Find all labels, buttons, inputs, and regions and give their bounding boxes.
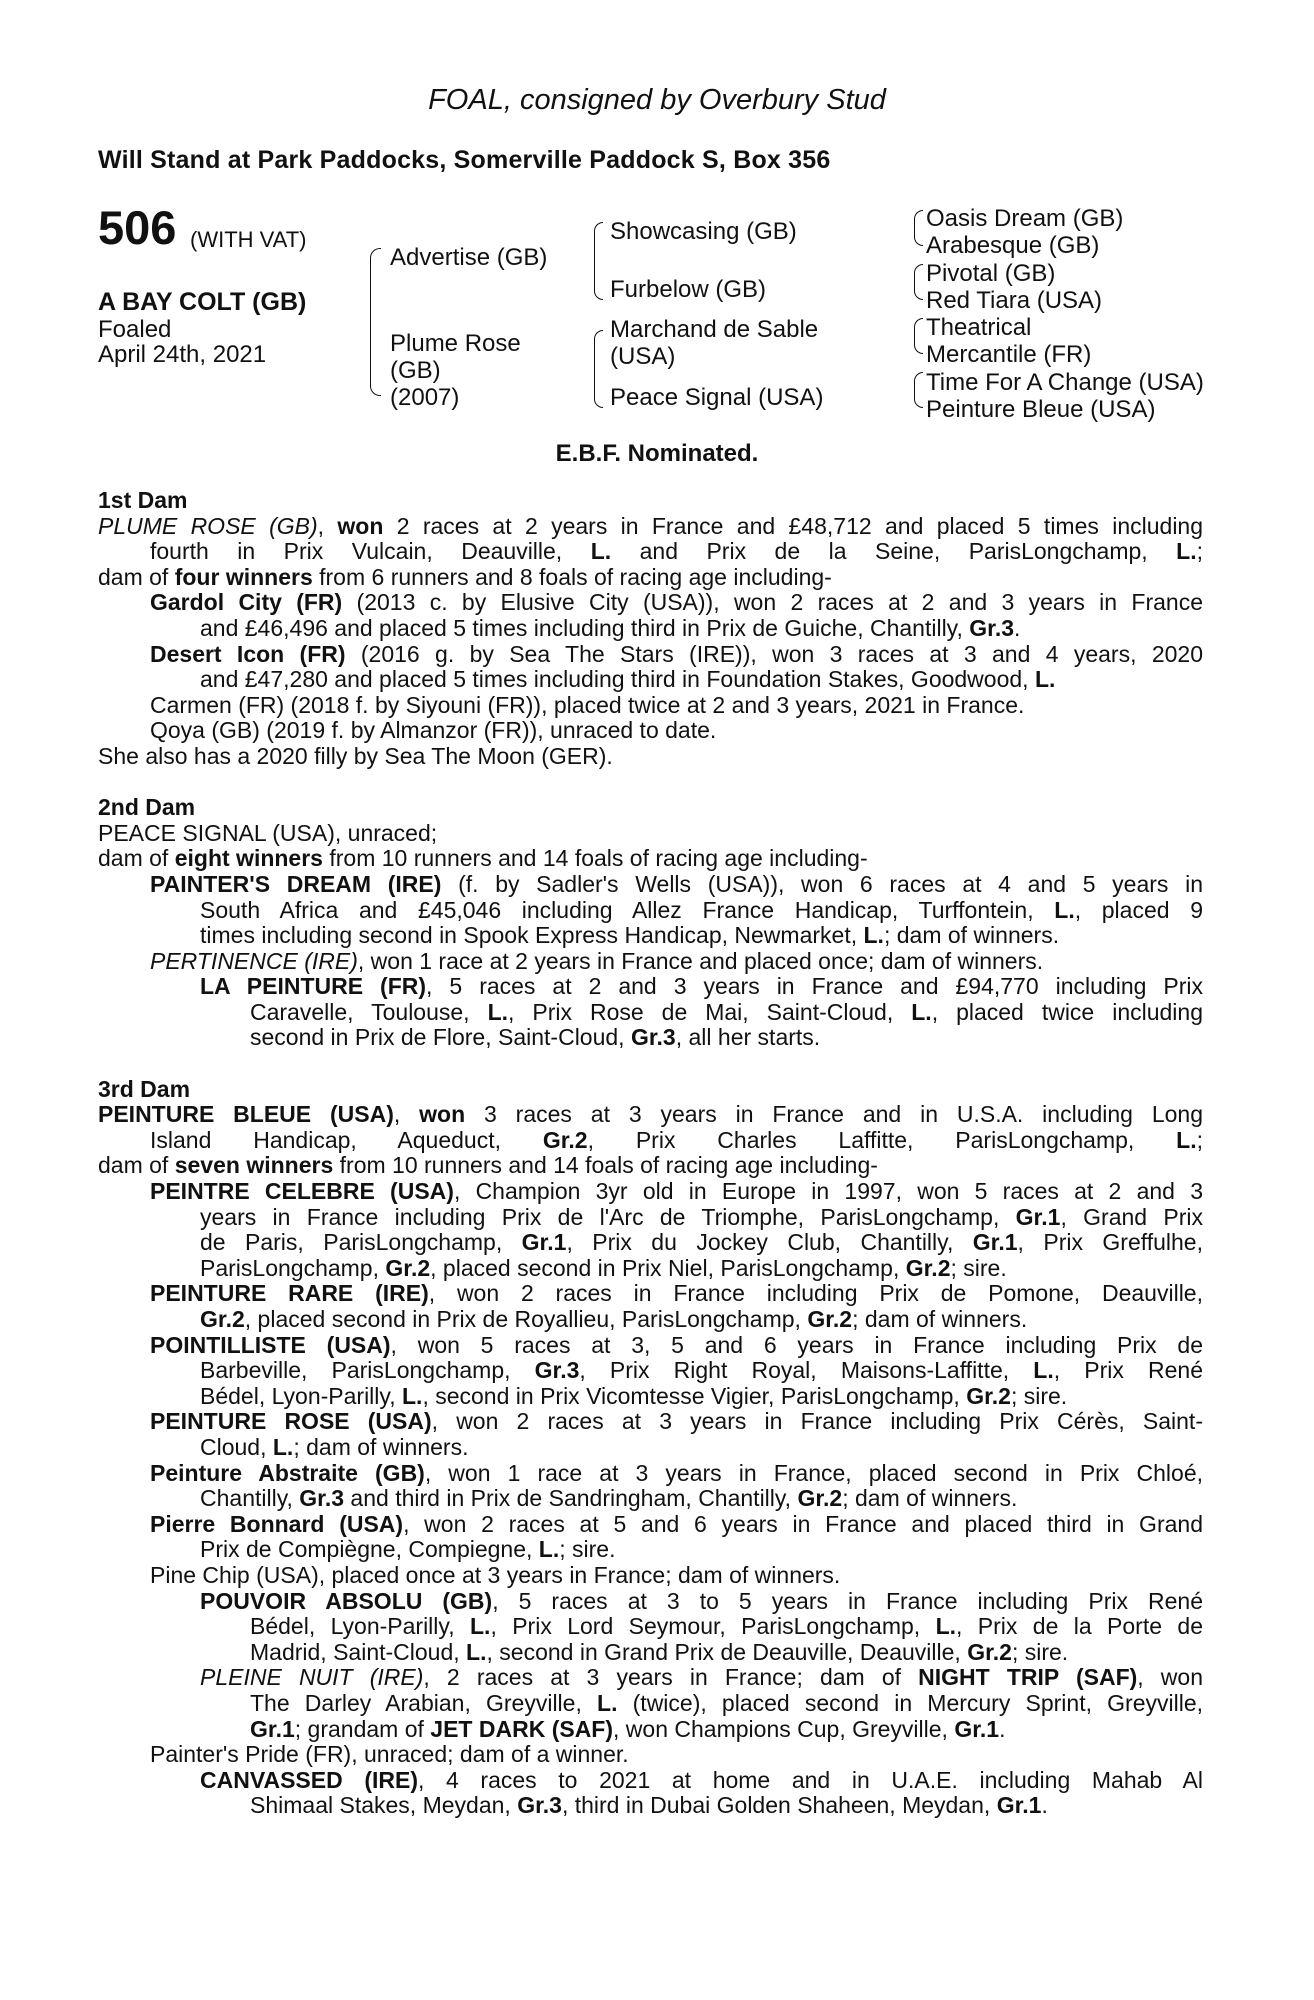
text-run: Gr.2 bbox=[200, 1306, 245, 1332]
text-run: 3 races at 3 years in France and in U.S.A. including Long bbox=[465, 1101, 1204, 1128]
text-run: Peinture Abstraite (GB) bbox=[150, 1459, 425, 1486]
text-run: , won 1 race at 3 years in France, placed second in Prix Chloé, bbox=[424, 1459, 1203, 1486]
text-run: Gr.1 bbox=[972, 1229, 1018, 1256]
text-run: , bbox=[393, 1101, 420, 1128]
text-run: , 4 races to 2021 at home and in U.A.E. including Mahab Al bbox=[418, 1766, 1203, 1793]
dam3-line bbox=[98, 1307, 1203, 1333]
text-run: , placed second in Prix de Royallieu, ParisLongchamp, bbox=[244, 1306, 808, 1332]
dam3-line bbox=[98, 1563, 1203, 1589]
dam1-line bbox=[98, 539, 1203, 565]
text-run: Gr.3 bbox=[534, 1357, 580, 1384]
brace-gen3-3 bbox=[914, 318, 923, 354]
text-run: ; dam of winners. bbox=[293, 1433, 469, 1460]
text-run: L. bbox=[466, 1638, 487, 1665]
text-run: , won Champions Cup, Greyville, bbox=[613, 1715, 955, 1742]
dam1-line bbox=[98, 667, 1203, 693]
lot-number: 506 bbox=[98, 201, 177, 254]
text-run: . bbox=[999, 1715, 1006, 1742]
text-run: 2 races at 2 years in France and £48,712 and placed 5 times including bbox=[383, 512, 1204, 539]
text-run: fourth in Prix Vulcain, Deauville, bbox=[150, 538, 591, 565]
text-run: Gr.2 bbox=[807, 1306, 853, 1332]
pedigree-sire-dam: Furbelow (GB) bbox=[610, 276, 767, 303]
pedigree-dam-origin: (GB) bbox=[390, 357, 441, 384]
dam1-line bbox=[98, 744, 1203, 770]
pedigree-dss: Theatrical bbox=[926, 314, 1032, 341]
text-run: , Prix Greffulhe, bbox=[1017, 1229, 1203, 1256]
dam3-line bbox=[98, 1793, 1203, 1819]
text-run: Gr.2 bbox=[967, 1638, 1012, 1665]
text-run: L. bbox=[1034, 666, 1056, 693]
dam3-line bbox=[98, 1717, 1203, 1743]
dam3-line bbox=[98, 1461, 1203, 1487]
dam1-line bbox=[98, 590, 1203, 616]
text-run: , Prix Charles Laffitte, ParisLongchamp, bbox=[587, 1126, 1177, 1153]
text-run: dam of bbox=[98, 1152, 175, 1179]
dam3-line bbox=[98, 1128, 1203, 1154]
text-run: ; grandam of bbox=[294, 1715, 431, 1742]
text-run: CANVASSED (IRE) bbox=[200, 1766, 418, 1793]
text-run: PLUME ROSE (GB) bbox=[98, 512, 318, 539]
text-run: , won 5 races at 3, 5 and 6 years in France including Prix de bbox=[390, 1331, 1203, 1358]
dam3-line bbox=[98, 1640, 1203, 1666]
text-run: NIGHT TRIP (SAF) bbox=[918, 1664, 1138, 1691]
pedigree-dds: Time For A Change (USA) bbox=[926, 369, 1204, 396]
dam3-line bbox=[98, 1435, 1203, 1461]
dam3-section bbox=[98, 1102, 1203, 1819]
text-run: L. bbox=[272, 1433, 294, 1460]
text-run: L. bbox=[863, 922, 884, 949]
pedigree-ddd: Peinture Bleue (USA) bbox=[926, 396, 1156, 423]
dam2-line bbox=[98, 923, 1203, 949]
dam3-line bbox=[98, 1486, 1203, 1512]
dam3-line bbox=[98, 1537, 1203, 1563]
text-run: L. bbox=[935, 1613, 957, 1640]
text-run: L. bbox=[1054, 896, 1075, 923]
dam3-line bbox=[98, 1205, 1203, 1231]
text-run: Shimaal Stakes, Meydan, bbox=[250, 1792, 518, 1819]
dam3-line bbox=[98, 1742, 1203, 1768]
text-run: dam of bbox=[98, 845, 175, 872]
text-run: , Champion 3yr old in Europe in 1997, won 5 races at 2 and 3 bbox=[453, 1178, 1203, 1205]
pedigree-dam-sire bbox=[610, 316, 818, 370]
pedigree-sds: Pivotal (GB) bbox=[926, 260, 1056, 287]
horse-title: A BAY COLT (GB) bbox=[98, 288, 307, 316]
text-run: , 5 races at 2 and 3 years in France and £94,770 including Prix bbox=[426, 973, 1203, 1000]
text-run: , second in Prix Vicomtesse Vigier, ParisLongchamp, bbox=[422, 1382, 967, 1409]
dam2-line bbox=[98, 898, 1203, 924]
text-run: seven winners bbox=[174, 1152, 334, 1179]
pedigree-dam-dam: Peace Signal (USA) bbox=[610, 384, 824, 411]
text-run: PLEINE NUIT (IRE) bbox=[200, 1664, 424, 1691]
text-run: PEINTURE RARE (IRE) bbox=[150, 1280, 429, 1307]
text-run: Qoya (GB) (2019 f. by Almanzor (FR)), unraced to date. bbox=[150, 717, 717, 744]
text-run: , second in Grand Prix de Deauville, Deauville, bbox=[486, 1638, 968, 1665]
text-run: Barbeville, ParisLongchamp, bbox=[200, 1357, 535, 1384]
text-run: Pierre Bonnard (USA) bbox=[150, 1510, 404, 1537]
text-run: Gardol City (FR) bbox=[150, 589, 343, 616]
vat-note: (WITH VAT) bbox=[190, 227, 307, 252]
text-run: Prix de Compiègne, Compiegne, bbox=[200, 1536, 539, 1563]
dam2-line bbox=[98, 974, 1203, 1000]
text-run: PEINTURE ROSE (USA) bbox=[150, 1408, 432, 1435]
text-run: , won bbox=[1137, 1664, 1203, 1691]
brace-gen1 bbox=[370, 248, 381, 396]
text-run: de Paris, ParisLongchamp, bbox=[200, 1229, 522, 1256]
pedigree-sdd: Red Tiara (USA) bbox=[926, 287, 1103, 314]
dam1-line bbox=[98, 642, 1203, 668]
text-run: Gr.1 bbox=[521, 1229, 567, 1256]
dam3-line bbox=[98, 1153, 1203, 1179]
text-run: Gr.2 bbox=[542, 1126, 588, 1153]
text-run: Gr.1 bbox=[954, 1715, 1000, 1742]
pedigree-dam-year: (2007) bbox=[390, 384, 460, 411]
text-run: ; dam of winners. bbox=[842, 1485, 1018, 1512]
text-run: and £46,496 and placed 5 times including third in Prix de Guiche, Chantilly, bbox=[200, 614, 970, 641]
text-run: , third in Dubai Golden Shaheen, Meydan, bbox=[561, 1792, 997, 1819]
dam1-line bbox=[98, 514, 1203, 540]
text-run: ; sire. bbox=[1010, 1382, 1068, 1409]
brace-gen3-1 bbox=[914, 210, 923, 246]
ebf-nominated: E.B.F. Nominated. bbox=[555, 440, 759, 467]
dam1-line bbox=[98, 718, 1203, 744]
text-run: Desert Icon (FR) bbox=[150, 640, 346, 667]
pedigree-dam bbox=[390, 330, 521, 411]
brace-gen2-bottom bbox=[594, 330, 603, 408]
dam1-section bbox=[98, 514, 1203, 770]
text-run: , won 2 races at 5 and 6 years in France and placed third in Grand bbox=[403, 1510, 1203, 1537]
brace-gen3-2 bbox=[914, 264, 923, 300]
consignor-line: FOAL, consigned by Overbury Stud bbox=[428, 84, 886, 116]
pedigree-dsd: Mercantile (FR) bbox=[926, 341, 1092, 368]
text-run: L. bbox=[487, 998, 509, 1025]
text-run: The Darley Arabian, Greyville, bbox=[250, 1689, 598, 1716]
text-run: ; bbox=[1196, 1126, 1203, 1153]
text-run: Gr.3 bbox=[517, 1792, 562, 1819]
text-run: , bbox=[317, 512, 338, 539]
text-run: ; sire. bbox=[559, 1536, 616, 1563]
text-run: Bédel, Lyon-Parilly, bbox=[200, 1382, 402, 1409]
text-run: Gr.3 bbox=[299, 1485, 345, 1512]
text-run: L. bbox=[1176, 1126, 1197, 1153]
text-run: and £47,280 and placed 5 times including third in Foundation Stakes, Goodwood, bbox=[200, 666, 1035, 693]
text-run: L. bbox=[1176, 538, 1197, 565]
text-run: L. bbox=[401, 1382, 423, 1409]
dam3-line bbox=[98, 1665, 1203, 1691]
text-run: Pine Chip (USA), placed once at 3 years in France; dam of winners. bbox=[150, 1561, 841, 1588]
text-run: , won 2 races at 3 years in France including Prix Cérès, Saint- bbox=[431, 1408, 1203, 1435]
pedigree-dam-sire-origin: (USA) bbox=[610, 343, 676, 370]
text-run: (2016 g. by Sea The Stars (IRE)), won 3 races at 3 and 4 years, 2020 bbox=[345, 640, 1203, 667]
text-run: . bbox=[1041, 1792, 1048, 1819]
dam3-line bbox=[98, 1333, 1203, 1359]
dam3-line bbox=[98, 1691, 1203, 1717]
brace-gen3-4 bbox=[914, 372, 923, 408]
text-run: , Prix René bbox=[1053, 1357, 1203, 1384]
text-run: Bédel, Lyon-Parilly, bbox=[250, 1613, 470, 1640]
dam2-line bbox=[98, 949, 1203, 975]
text-run: from 6 runners and 8 foals of racing age including- bbox=[312, 563, 832, 590]
dam1-line bbox=[98, 616, 1203, 642]
text-run: Gr.2 bbox=[797, 1485, 843, 1512]
text-run: She also has a 2020 filly by Sea The Moon (GER). bbox=[98, 742, 613, 769]
text-run: , Prix du Jockey Club, Chantilly, bbox=[566, 1229, 973, 1256]
text-run: ; dam of winners. bbox=[883, 922, 1060, 949]
text-run: PEINTRE CELEBRE (USA) bbox=[150, 1178, 454, 1205]
pedigree-sire: Advertise (GB) bbox=[390, 244, 548, 271]
text-run: eight winners bbox=[174, 845, 323, 872]
text-run: JET DARK (SAF) bbox=[430, 1715, 614, 1742]
pedigree-sss: Oasis Dream (GB) bbox=[926, 205, 1124, 232]
text-run: , placed second in Prix Niel, ParisLongchamp, bbox=[430, 1254, 906, 1281]
text-run: L. bbox=[590, 538, 612, 565]
pedigree-dam-sire-name: Marchand de Sable bbox=[610, 316, 819, 343]
text-run: Caravelle, Toulouse, bbox=[250, 998, 488, 1025]
text-run: , placed twice including bbox=[931, 998, 1203, 1025]
text-run: Gr.2 bbox=[905, 1254, 951, 1281]
text-run: ; dam of winners. bbox=[852, 1306, 1028, 1332]
text-run: L. bbox=[1033, 1357, 1054, 1384]
text-run: , Grand Prix bbox=[1060, 1203, 1203, 1230]
dam3-line bbox=[98, 1102, 1203, 1128]
text-run: (twice), placed second in Mercury Sprint, Greyville, bbox=[617, 1689, 1204, 1716]
text-run: ; sire. bbox=[1011, 1638, 1069, 1665]
text-run: PEACE SIGNAL (USA), unraced; bbox=[98, 819, 438, 846]
text-run: POUVOIR ABSOLU (GB) bbox=[200, 1587, 493, 1614]
text-run: , Prix Lord Seymour, ParisLongchamp, bbox=[490, 1613, 936, 1640]
text-run: L. bbox=[597, 1689, 618, 1716]
text-run: Gr.3 bbox=[969, 614, 1015, 641]
text-run: from 10 runners and 14 foals of racing age including- bbox=[322, 845, 868, 872]
text-run: , 2 races at 3 years in France; dam of bbox=[423, 1664, 919, 1691]
pedigree-dam-name: Plume Rose bbox=[390, 330, 521, 357]
text-run: , Prix Rose de Mai, Saint-Cloud, bbox=[508, 998, 912, 1025]
text-run: (2013 c. by Elusive City (USA)), won 2 races at 2 and 3 years in France bbox=[342, 589, 1203, 616]
pedigree-sire-sire: Showcasing (GB) bbox=[610, 218, 797, 245]
text-run: from 10 runners and 14 foals of racing age including- bbox=[333, 1152, 878, 1179]
text-run: , Prix de la Porte de bbox=[956, 1613, 1203, 1640]
dam2-line bbox=[98, 821, 1203, 847]
text-run: and third in Prix de Sandringham, Chantilly, bbox=[344, 1485, 798, 1512]
dam3-line bbox=[98, 1179, 1203, 1205]
dam2-line bbox=[98, 1000, 1203, 1026]
dam3-line bbox=[98, 1768, 1203, 1794]
text-run: years in France including Prix de l'Arc de Triomphe, ParisLongchamp, bbox=[200, 1203, 1016, 1230]
text-run: ParisLongchamp, bbox=[200, 1254, 386, 1281]
text-run: Chantilly, bbox=[200, 1485, 300, 1512]
text-run: , 5 races at 3 to 5 years in France including Prix René bbox=[492, 1587, 1203, 1614]
text-run: four winners bbox=[174, 563, 313, 590]
dam1-line bbox=[98, 565, 1203, 591]
text-run: , placed 9 bbox=[1074, 896, 1203, 923]
text-run: second in Prix de Flore, Saint-Cloud, bbox=[250, 1024, 631, 1051]
text-run: L. bbox=[911, 998, 932, 1025]
text-run: South Africa and £45,046 including Allez France Handicap, Turffontein, bbox=[200, 896, 1055, 923]
text-run: Gr.1 bbox=[250, 1715, 295, 1742]
dam3-line bbox=[98, 1384, 1203, 1410]
text-run: Gr.3 bbox=[630, 1024, 676, 1051]
text-run: Cloud, bbox=[200, 1433, 273, 1460]
dam3-line bbox=[98, 1230, 1203, 1256]
text-run: POINTILLISTE (USA) bbox=[150, 1331, 391, 1358]
text-run: Island Handicap, Aqueduct, bbox=[150, 1126, 543, 1153]
foaled-date: April 24th, 2021 bbox=[98, 341, 267, 368]
text-run: , won 2 races in France including Prix de Pomone, Deauville, bbox=[428, 1280, 1203, 1307]
text-run: won bbox=[419, 1101, 466, 1128]
text-run: dam of bbox=[98, 563, 175, 590]
dam3-line bbox=[98, 1281, 1203, 1307]
dam2-line bbox=[98, 1025, 1203, 1051]
dam2-title: 2nd Dam bbox=[98, 794, 196, 821]
dam1-line bbox=[98, 693, 1203, 719]
dam3-line bbox=[98, 1614, 1203, 1640]
text-run: PAINTER'S DREAM (IRE) bbox=[150, 870, 442, 897]
brace-gen2-top bbox=[594, 222, 603, 300]
dam3-line bbox=[98, 1512, 1203, 1538]
text-run: Gr.2 bbox=[966, 1382, 1011, 1409]
text-run: ; sire. bbox=[950, 1254, 1007, 1281]
text-run: Carmen (FR) (2018 f. by Siyouni (FR)), placed twice at 2 and 3 years, 2021 in France. bbox=[150, 691, 1025, 718]
dam2-line bbox=[98, 846, 1203, 872]
text-run: . bbox=[1014, 614, 1021, 641]
text-run: LA PEINTURE (FR) bbox=[200, 973, 427, 1000]
pedigree-ssd: Arabesque (GB) bbox=[926, 232, 1100, 259]
text-run: , Prix Right Royal, Maisons-Laffitte, bbox=[579, 1357, 1034, 1384]
text-run: PEINTURE BLEUE (USA) bbox=[98, 1101, 394, 1128]
foaled-label: Foaled bbox=[98, 316, 172, 343]
dam1-title: 1st Dam bbox=[98, 487, 188, 513]
text-run: ; bbox=[1196, 538, 1204, 565]
text-run: L. bbox=[469, 1613, 491, 1640]
text-run: and Prix de la Seine, ParisLongchamp, bbox=[611, 538, 1177, 565]
text-run: , won 1 race at 2 years in France and placed once; dam of winners. bbox=[357, 947, 1044, 974]
catalogue-body bbox=[98, 488, 1203, 1819]
stand-location: Will Stand at Park Paddocks, Somerville Paddock S, Box 356 bbox=[98, 146, 831, 174]
text-run: won bbox=[337, 512, 384, 539]
dam3-title: 3rd Dam bbox=[98, 1075, 191, 1102]
text-run: Gr.1 bbox=[1015, 1203, 1061, 1230]
text-run: times including second in Spook Express Handicap, Newmarket, bbox=[200, 922, 864, 949]
dam2-section bbox=[98, 821, 1203, 1051]
text-run: Gr.1 bbox=[996, 1792, 1042, 1819]
text-run: Madrid, Saint-Cloud, bbox=[250, 1638, 467, 1665]
text-run: Gr.2 bbox=[385, 1254, 431, 1281]
text-run: L. bbox=[538, 1536, 560, 1563]
dam3-line bbox=[98, 1358, 1203, 1384]
text-run: PERTINENCE (IRE) bbox=[150, 947, 358, 974]
dam3-line bbox=[98, 1409, 1203, 1435]
text-run: (f. by Sadler's Wells (USA)), won 6 races at 4 and 5 years in bbox=[441, 870, 1203, 897]
text-run: Painter's Pride (FR), unraced; dam of a winner. bbox=[150, 1741, 629, 1768]
dam3-line bbox=[98, 1589, 1203, 1615]
text-run: , all her starts. bbox=[675, 1024, 821, 1051]
dam3-line bbox=[98, 1256, 1203, 1282]
dam2-line bbox=[98, 872, 1203, 898]
